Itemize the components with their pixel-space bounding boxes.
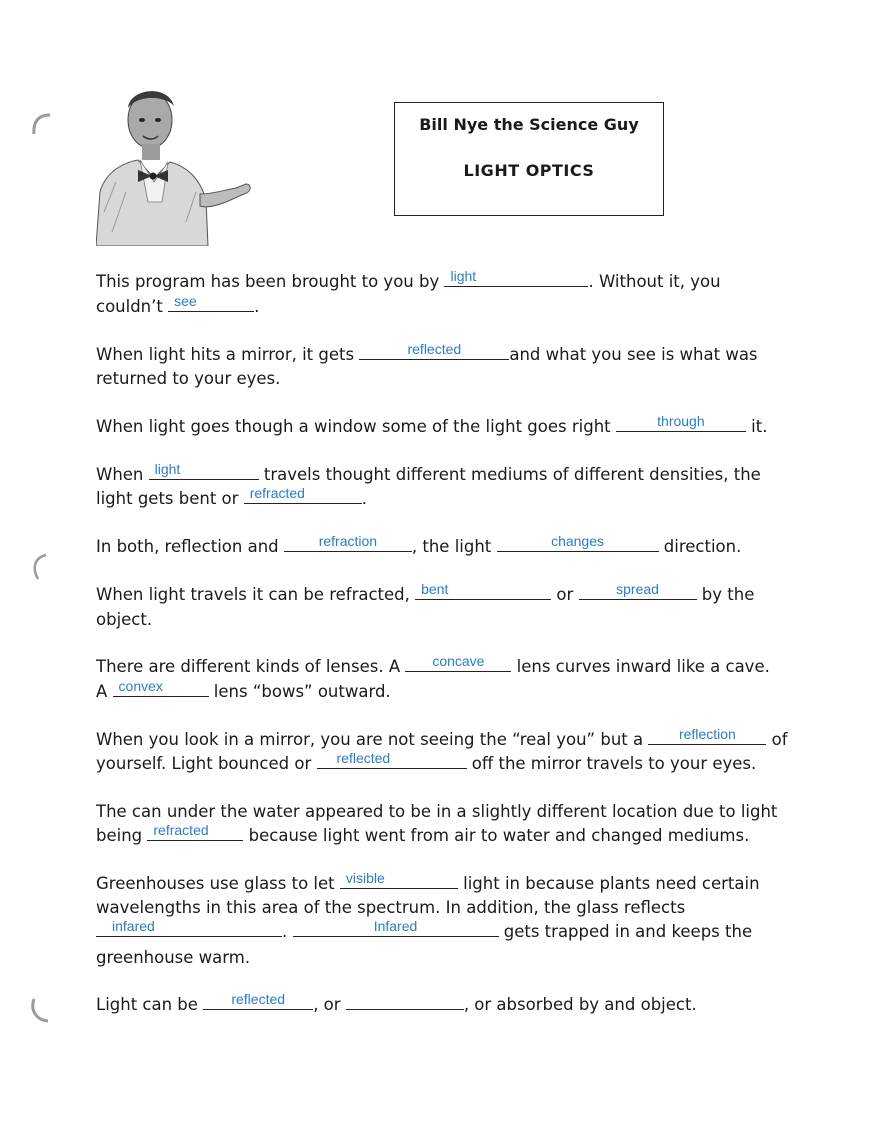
- answer-blank[interactable]: [579, 581, 697, 600]
- answer-text: see: [174, 293, 197, 309]
- answer-text: Infared: [373, 918, 418, 934]
- binder-hole-icon: [28, 553, 50, 581]
- answer-text: infared: [112, 918, 155, 934]
- question-line: couldn’t see .: [96, 293, 260, 316]
- question-line: There are different kinds of lenses. A concave lens curves inward like a cave.: [96, 653, 770, 676]
- question-line: When light travels it can be refracted, bent or spread by the: [96, 581, 755, 604]
- answer-blank[interactable]: [147, 822, 243, 841]
- answer-text: bent: [421, 581, 449, 597]
- title-box: [394, 102, 664, 216]
- binder-hole-icon: [28, 996, 50, 1024]
- question-line: being refracted because light went from air to water and changed mediums.: [96, 822, 750, 845]
- question-line: In both, reflection and refraction , the light changes direction.: [96, 533, 742, 556]
- question-line: yourself. Light bounced or reflected off the mirror travels to your eyes.: [96, 750, 757, 773]
- worksheet-subtitle: LIGHT OPTICS: [463, 161, 595, 180]
- answer-text: light: [154, 461, 181, 477]
- question-line: light gets bent or refracted .: [96, 485, 367, 508]
- answer-blank[interactable]: [359, 341, 509, 360]
- answer-blank[interactable]: [293, 918, 499, 937]
- answer-text: through: [657, 413, 705, 429]
- answer-text: reflected: [336, 750, 391, 766]
- answer-blank[interactable]: [497, 533, 659, 552]
- answer-blank[interactable]: [405, 653, 511, 672]
- answer-blank[interactable]: [444, 268, 588, 287]
- question-line: returned to your eyes.: [96, 369, 281, 388]
- answer-blank[interactable]: [616, 413, 746, 432]
- answer-blank[interactable]: [346, 995, 464, 1010]
- answer-blank[interactable]: [113, 678, 209, 697]
- answer-text: refracted: [249, 485, 305, 501]
- answer-blank[interactable]: [648, 726, 766, 745]
- answer-text: concave: [432, 653, 485, 669]
- question-line: This program has been brought to you by light . Without it, you: [96, 268, 721, 291]
- answer-blank[interactable]: [340, 870, 458, 889]
- answer-blank[interactable]: [168, 293, 254, 312]
- answer-blank[interactable]: [244, 485, 362, 504]
- question-line: When light goes though a window some of the light goes right through it.: [96, 413, 768, 436]
- question-line: A convex lens “bows” outward.: [96, 678, 391, 701]
- answer-text: reflection: [678, 726, 736, 742]
- answer-text: refracted: [153, 822, 209, 838]
- answer-blank[interactable]: [96, 918, 282, 937]
- question-line: The can under the water appeared to be in a slightly different location due to light: [96, 802, 778, 821]
- answer-text: visible: [345, 870, 385, 886]
- answer-text: reflected: [231, 991, 286, 1007]
- answer-text: light: [450, 268, 477, 284]
- question-line: When light travels thought different mediums of different densities, the: [96, 461, 761, 484]
- scientist-portrait-icon: [96, 82, 252, 246]
- question-line: When you look in a mirror, you are not seeing the “real you” but a reflection of: [96, 726, 788, 749]
- answer-blank[interactable]: [317, 750, 467, 769]
- answer-text: reflected: [407, 341, 462, 357]
- answer-blank[interactable]: [284, 533, 412, 552]
- binder-hole-icon: [30, 112, 52, 140]
- answer-blank[interactable]: [415, 581, 551, 600]
- worksheet-title: Bill Nye the Science Guy: [419, 115, 639, 134]
- answer-text: convex: [118, 678, 163, 694]
- answer-text: refraction: [318, 533, 378, 549]
- question-line: wavelengths in this area of the spectrum. In addition, the glass reflects: [96, 898, 686, 917]
- question-line: Greenhouses use glass to let visible light in because plants need certain: [96, 870, 760, 893]
- answer-text: changes: [551, 533, 604, 549]
- answer-blank[interactable]: [203, 991, 313, 1010]
- answer-blank[interactable]: [149, 461, 259, 480]
- question-line: When light hits a mirror, it gets reflected and what you see is what was: [96, 341, 758, 364]
- question-line: Light can be reflected , or , or absorbed by and object.: [96, 991, 697, 1014]
- question-line: object.: [96, 610, 153, 629]
- answer-text: spread: [616, 581, 659, 597]
- question-line: infared . Infared gets trapped in and keeps the: [96, 922, 752, 942]
- question-line: greenhouse warm.: [96, 948, 251, 967]
